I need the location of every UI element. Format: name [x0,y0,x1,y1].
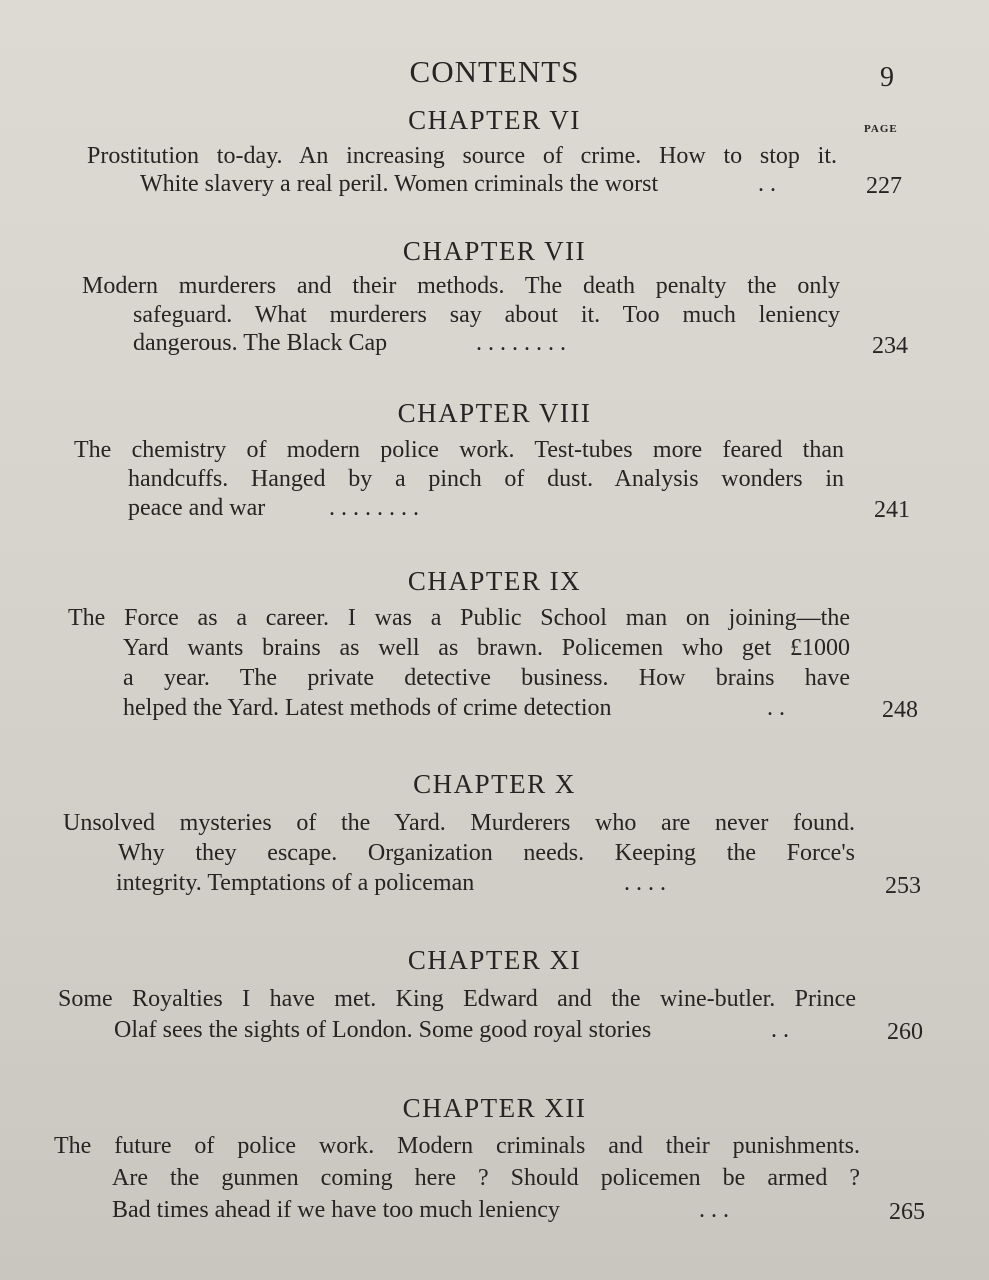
dot-leader: . . . . . . . . [476,330,566,356]
chapter-page-number: 260 [887,1019,923,1045]
chapter-summary-line: safeguard. What murderers say about it. Too much leniency [133,302,840,328]
chapter-page-number: 227 [866,173,902,199]
chapter-heading: CHAPTER XI [407,945,582,975]
chapter-page-number: 248 [882,697,918,723]
chapter-summary-line: integrity. Temptations of a policeman [116,870,475,896]
chapter-summary-line: Why they escape. Organization needs. Keeping the Force's [118,840,855,866]
chapter-page-number: 265 [889,1199,925,1225]
chapter-page-number: 241 [874,497,910,523]
chapter-heading: CHAPTER IX [407,566,582,596]
chapter-summary-line: Prostitution to-day. An increasing source of crime. How to stop it. [87,143,837,169]
chapter-heading: CHAPTER VII [402,236,587,266]
chapter-summary-line: Are the gunmen coming here ? Should policemen be armed ? [112,1165,860,1191]
chapter-page-number: 253 [885,873,921,899]
dot-leader: . . . . . . . . [329,495,419,521]
chapter-summary-line: Olaf sees the sights of London. Some good royal stories [114,1017,652,1043]
chapter-page-number: 234 [872,333,908,359]
page-column-label: PAGE [864,123,898,135]
chapter-summary-line: Bad times ahead if we have too much leniency [112,1197,560,1223]
chapter-summary-line: a year. The private detective business. How brains have [123,665,850,691]
chapter-summary-line: Yard wants brains as well as brawn. Policemen who get £1000 [123,635,850,661]
chapter-heading: CHAPTER XII [402,1093,587,1123]
chapter-summary-line: Unsolved mysteries of the Yard. Murderers who are never found. [63,810,855,836]
chapter-summary-line: The Force as a career. I was a Public School man on joining—the [68,605,850,631]
chapter-summary-line: helped the Yard. Latest methods of crime detection [123,695,612,721]
dot-leader: . . . [699,1197,729,1223]
dot-leader: . . . . [624,870,666,896]
chapter-heading: CHAPTER X [413,769,576,799]
chapter-summary-line: dangerous. The Black Cap [133,330,388,356]
chapter-summary-line: Some Royalties I have met. King Edward and the wine-butler. Prince [58,986,856,1012]
running-title: CONTENTS [409,54,580,89]
chapter-summary-line: The chemistry of modern police work. Test-tubes more feared than [74,437,844,463]
page-number: 9 [880,62,894,93]
dot-leader: . . [767,695,785,721]
chapter-summary-line: The future of police work. Modern criminals and their punishments. [54,1133,860,1159]
dot-leader: . . [771,1017,789,1043]
chapter-heading: CHAPTER VI [408,105,581,135]
chapter-summary-line: Modern murderers and their methods. The death penalty the only [82,273,840,299]
dot-leader: . . [758,171,776,197]
chapter-summary-line: handcuffs. Hanged by a pinch of dust. Analysis wonders in [128,466,844,492]
chapter-heading: CHAPTER VIII [397,398,592,428]
chapter-summary-line: peace and war [128,495,266,521]
chapter-summary-line: White slavery a real peril. Women criminals the worst [140,171,659,197]
